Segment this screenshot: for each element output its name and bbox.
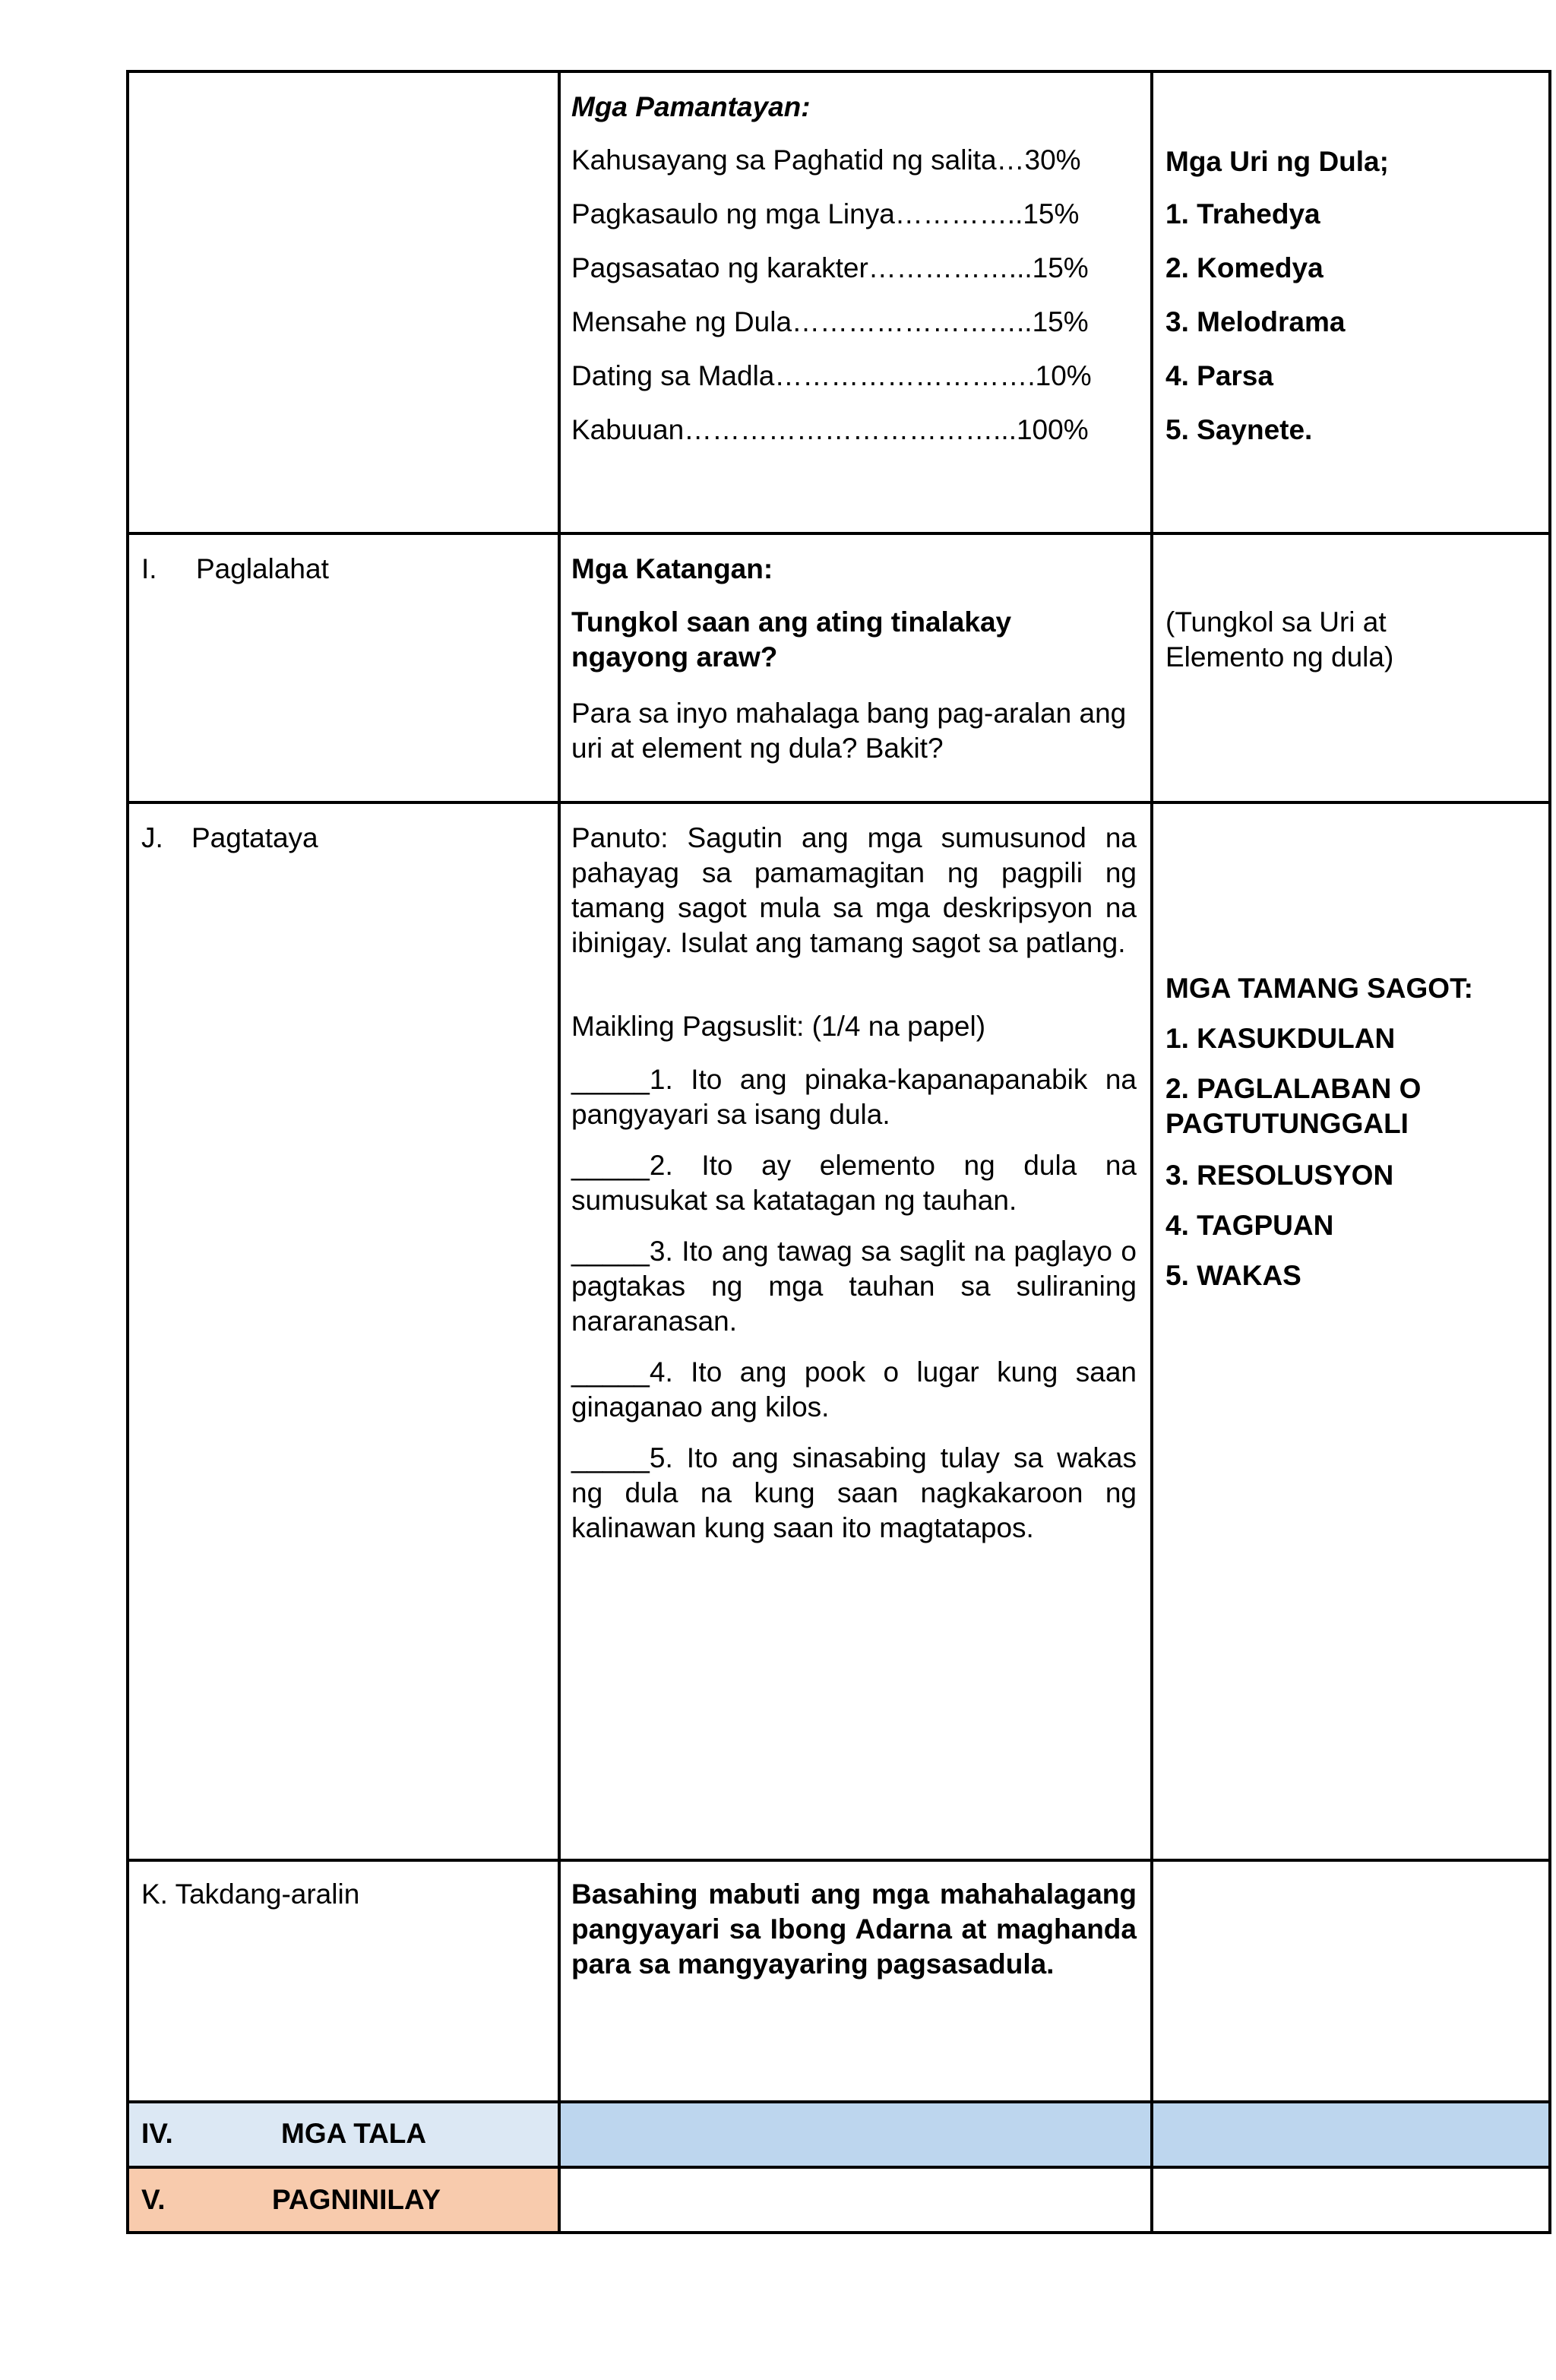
quiz-label: Maikling Pagsuslit: (1/4 na papel) xyxy=(571,1011,986,1042)
tala-mid-cell xyxy=(559,2102,1152,2167)
takdang-aralin-text: Basahing mabuti ang mga mahahalagang pangyayari sa Ibong Adarna at maghanda para sa mangyayaring pagsasadula. xyxy=(571,1878,1137,1980)
row-number: I. xyxy=(141,553,157,584)
criteria-item: Pagsasatao ng karakter……………...15% xyxy=(571,252,1089,283)
border-col2 xyxy=(1150,70,1153,2234)
border-row4 xyxy=(126,2100,1551,2103)
answer-item: 2. PAGLALABAN O PAGTUTUNGGALI xyxy=(1165,1073,1422,1139)
section-label-takdang-aralin: K. Takdang-aralin xyxy=(141,1878,360,1910)
row-number: IV. xyxy=(141,2118,173,2149)
criteria-item: Mensahe ng Dula……………………..15% xyxy=(571,306,1089,337)
question-text: Tungkol saan ang ating tinalakay ngayong araw? xyxy=(571,606,1012,673)
quiz-item: _____3. Ito ang tawag sa saglit na paglayo o pagtakas ng mga tauhan sa suliraning nararanasan. xyxy=(571,1236,1137,1337)
border-col1 xyxy=(558,70,561,2234)
uri-item: 2. Komedya xyxy=(1165,252,1324,283)
quiz-item: _____5. Ito ang sinasabing tulay sa wakas ng dula na kung saan nagkakaroon ng kalinawan kung saan ito magtatapos. xyxy=(571,1442,1137,1543)
border-bottom xyxy=(126,2231,1551,2234)
uri-item: 5. Saynete. xyxy=(1165,414,1313,445)
border-right xyxy=(1548,70,1551,2234)
criteria-item: Kabuuan……………………………...100% xyxy=(571,414,1089,445)
pamantayan-heading: Mga Pamantayan: xyxy=(571,91,811,122)
row-number: V. xyxy=(141,2184,166,2215)
quiz-item: _____2. Ito ay elemento ng dula na sumusukat sa katatagan ng tauhan. xyxy=(571,1150,1137,1216)
border-row5 xyxy=(126,2166,1551,2169)
katangan-heading: Mga Katangan: xyxy=(571,553,773,584)
paglalahat-note: (Tungkol sa Uri at Elemento ng dula) xyxy=(1165,606,1394,673)
answer-item: 1. KASUKDULAN xyxy=(1165,1023,1396,1054)
uri-item: 4. Parsa xyxy=(1165,360,1273,391)
border-row1 xyxy=(126,532,1551,535)
answer-item: 4. TAGPUAN xyxy=(1165,1210,1334,1241)
answer-item: 5. WAKAS xyxy=(1165,1260,1301,1291)
tala-right-cell xyxy=(1152,2102,1550,2167)
section-label-paglalahat: Paglalahat xyxy=(196,553,329,584)
answers-heading: MGA TAMANG SAGOT: xyxy=(1165,973,1473,1004)
instructions-text: Panuto: Sagutin ang mga sumusunod na pahayag sa pamamagitan ng pagpili ng tamang sagot mula sa mga deskripsyon na ibinigay. Isulat ang tamang sagot sa patlang. xyxy=(571,822,1137,958)
uri-item: 3. Melodrama xyxy=(1165,306,1346,337)
question-text: Para sa inyo mahalaga bang pag-aralan ang uri at element ng dula? Bakit? xyxy=(571,698,1127,764)
uri-ng-dula-heading: Mga Uri ng Dula; xyxy=(1165,146,1389,177)
answer-item: 3. RESOLUSYON xyxy=(1165,1160,1394,1191)
criteria-item: Pagkasaulo ng mga Linya…………..15% xyxy=(571,198,1080,229)
criteria-item: Kahusayang sa Paghatid ng salita…30% xyxy=(571,144,1081,176)
section-label-pagtataya: Pagtataya xyxy=(191,822,318,853)
border-left xyxy=(126,70,129,2234)
border-row2 xyxy=(126,801,1551,804)
row-number: J. xyxy=(141,822,163,853)
quiz-item: _____4. Ito ang pook o lugar kung saan ginaganao ang kilos. xyxy=(571,1356,1137,1423)
uri-item: 1. Trahedya xyxy=(1165,198,1320,229)
border-top xyxy=(126,70,1551,73)
criteria-item: Dating sa Madla……………………….10% xyxy=(571,360,1092,391)
mga-tala-label: MGA TALA xyxy=(281,2118,427,2149)
quiz-item: _____1. Ito ang pinaka-kapanapanabik na pangyayari sa isang dula. xyxy=(571,1064,1137,1130)
pagninilay-label: PAGNINILAY xyxy=(272,2184,441,2215)
border-row3 xyxy=(126,1859,1551,1862)
